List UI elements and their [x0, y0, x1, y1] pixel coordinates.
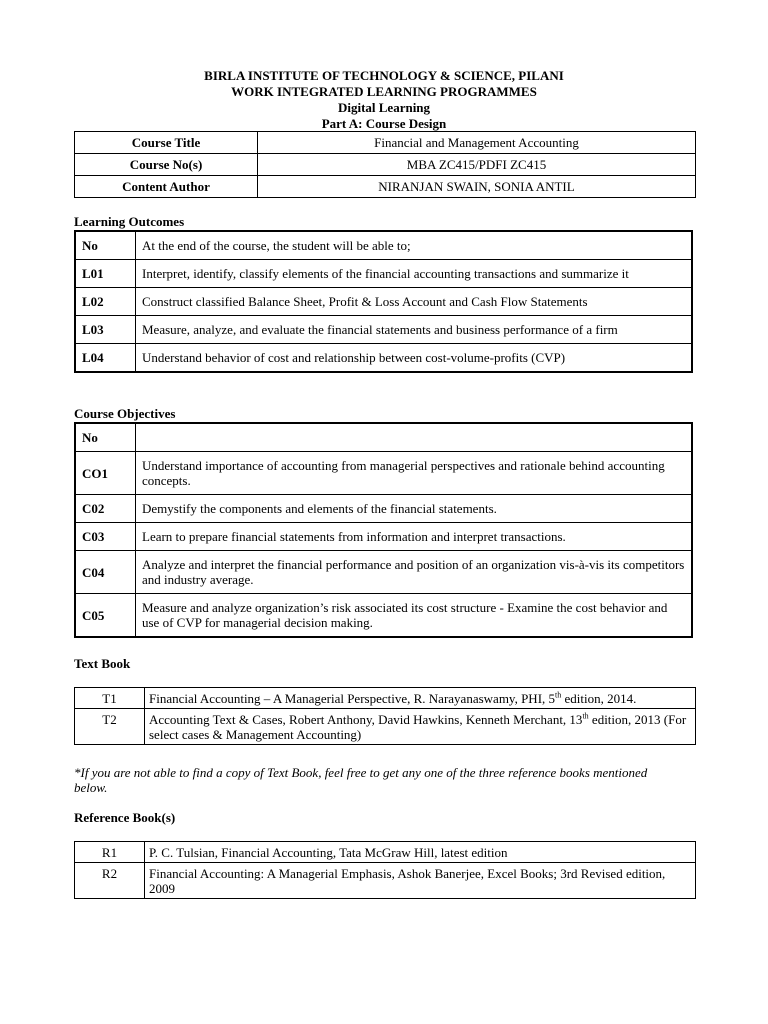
- book-entry: [145, 709, 696, 745]
- course-title-value: Financial and Management Accounting: [258, 132, 696, 154]
- programme-name: WORK INTEGRATED LEARNING PROGRAMMES: [231, 84, 537, 99]
- table-row: [75, 594, 692, 638]
- table-row: [75, 523, 692, 551]
- row-text: Understand importance of accounting from managerial perspectives and rationale behind accounting concepts.: [136, 452, 693, 495]
- table-row: [75, 260, 692, 288]
- table-row: [75, 423, 692, 452]
- table-row: [75, 452, 692, 495]
- book-entry: Financial Accounting: A Managerial Emphasis, Ashok Banerjee, Excel Books; 3rd Revised edition, 2009: [145, 863, 696, 899]
- table-row: [75, 842, 696, 863]
- book-text-end: edition, 2013 (For select cases & Management Accounting): [149, 712, 687, 742]
- table-row: [75, 495, 692, 523]
- text-book-note: *If you are not able to find a copy of Text Book, feel free to get any one of the three reference books mentioned below.: [74, 765, 648, 795]
- content-author-label: Content Author: [75, 176, 258, 198]
- ordinal-suffix: th: [555, 690, 562, 700]
- table-row: [75, 863, 696, 899]
- row-text: [136, 423, 693, 452]
- text-book-heading: Text Book: [74, 656, 131, 671]
- row-code: L01: [75, 260, 136, 288]
- row-code: No: [75, 423, 136, 452]
- book-entry: P. C. Tulsian, Financial Accounting, Tata McGraw Hill, latest edition: [145, 842, 696, 863]
- row-code: C02: [75, 495, 136, 523]
- row-text: Construct classified Balance Sheet, Profit & Loss Account and Cash Flow Statements: [136, 288, 693, 316]
- table-row: [75, 316, 692, 344]
- course-no-label: Course No(s): [75, 154, 258, 176]
- book-code: T2: [75, 709, 145, 745]
- book-code: T1: [75, 688, 145, 709]
- row-code: CO1: [75, 452, 136, 495]
- book-code: R1: [75, 842, 145, 863]
- row-code: No: [75, 231, 136, 260]
- book-entry: [145, 688, 696, 709]
- row-code: C03: [75, 523, 136, 551]
- division-name: Digital Learning: [337, 100, 431, 115]
- institute-name: BIRLA INSTITUTE OF TECHNOLOGY & SCIENCE, PILANI: [204, 68, 564, 83]
- course-objectives-heading: Course Objectives: [74, 406, 176, 421]
- table-row: [75, 176, 696, 198]
- learning-outcomes-table: [74, 230, 693, 373]
- content-author-value: NIRANJAN SWAIN, SONIA ANTIL: [258, 176, 696, 198]
- text-book-table: [74, 687, 696, 745]
- book-code: R2: [75, 863, 145, 899]
- row-code: L04: [75, 344, 136, 373]
- row-text: Measure, analyze, and evaluate the financial statements and business performance of a firm: [136, 316, 693, 344]
- table-row: [75, 288, 692, 316]
- course-design-table: [74, 131, 696, 198]
- row-text: Interpret, identify, classify elements of the financial accounting transactions and summarize it: [136, 260, 693, 288]
- row-text: Learn to prepare financial statements from information and interpret transactions.: [136, 523, 693, 551]
- reference-books-table: [74, 841, 696, 899]
- table-row: [75, 709, 696, 745]
- row-code: L02: [75, 288, 136, 316]
- row-code: L03: [75, 316, 136, 344]
- table-row: [75, 551, 692, 594]
- table-row: [75, 344, 692, 373]
- book-text: Financial Accounting – A Managerial Perspective, R. Narayanaswamy, PHI, 5: [149, 691, 556, 706]
- document-header: [0, 68, 768, 132]
- table-row: [75, 688, 696, 709]
- row-text: Demystify the components and elements of the financial statements.: [136, 495, 693, 523]
- row-text: Analyze and interpret the financial performance and position of an organization vis-à-vis its competitors and industry average.: [136, 551, 693, 594]
- row-text: Understand behavior of cost and relationship between cost-volume-profits (CVP): [136, 344, 693, 373]
- ordinal-suffix: th: [582, 711, 589, 721]
- course-objectives-table: [74, 422, 693, 638]
- row-code: C04: [75, 551, 136, 594]
- book-text: Accounting Text & Cases, Robert Anthony, David Hawkins, Kenneth Merchant, 13: [149, 712, 583, 727]
- row-text: At the end of the course, the student will be able to;: [136, 231, 693, 260]
- book-text-end: edition, 2014.: [561, 691, 637, 706]
- table-row: [75, 154, 696, 176]
- course-title-label: Course Title: [75, 132, 258, 154]
- table-row: [75, 132, 696, 154]
- row-text: Measure and analyze organization’s risk associated its cost structure - Examine the cost behavior and use of CVP for managerial decision making.: [136, 594, 693, 638]
- table-row: [75, 231, 692, 260]
- part-title: Part A: Course Design: [321, 116, 447, 131]
- reference-books-heading: Reference Book(s): [74, 810, 176, 825]
- course-no-value: MBA ZC415/PDFI ZC415: [258, 154, 696, 176]
- row-code: C05: [75, 594, 136, 638]
- learning-outcomes-heading: Learning Outcomes: [74, 214, 185, 229]
